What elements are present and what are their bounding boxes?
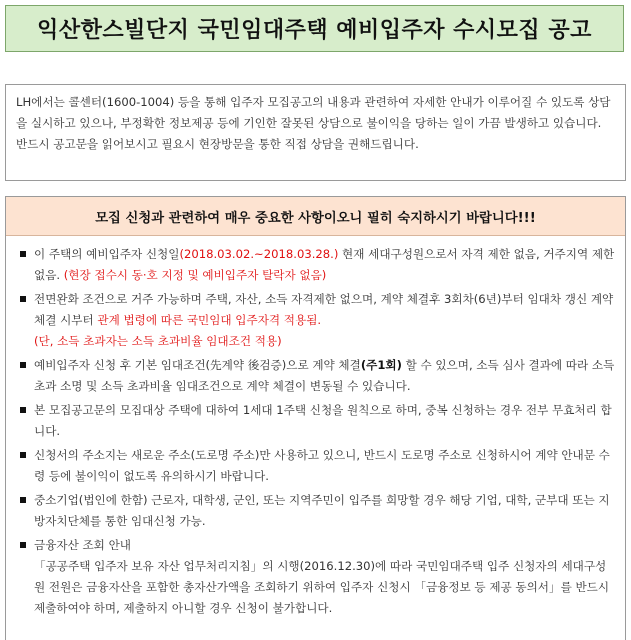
list-item — [18, 445, 617, 487]
list-item — [18, 490, 617, 532]
notice-header: 모집 신청과 관련하여 매우 중요한 사항이오니 필히 숙지하시기 바랍니다!!! — [6, 197, 625, 236]
list-item — [18, 400, 617, 442]
item5-text: 신청서의 주소지는 새로운 주소(도로명 주소)만 사용하고 있으니, 반드시 도로명 주소로 신청하시어 계약 안내문 수령 등에 불이익이 없도록 유의하시기 바랍니다. — [34, 448, 610, 483]
item7-title: 금융자산 조회 안내 — [34, 538, 131, 552]
item1-dates: (2018.03.02.~2018.03.28.) — [179, 247, 339, 261]
item1-text-a: 이 주택의 예비입주자 신청일 — [34, 247, 180, 261]
item3-text-a: 예비입주자 신청 후 기본 임대조건(先계약 後검증)으로 계약 체결 — [34, 358, 361, 372]
notice-box — [5, 196, 626, 640]
square-bullet-icon — [20, 497, 26, 503]
list-item — [18, 244, 617, 286]
notice-list — [6, 236, 625, 619]
list-item — [18, 355, 617, 397]
item7-body: 「공공주택 입주자 보유 자산 업무처리지침」의 시행(2016.12.30)에 따라 국민임대주택 입주 신청자의 세대구성원 전원은 금융자산을 포함한 총자산가액을 조회하기 위하여 입주자 신청시 「금융정보 등 제공 동의서」를 반드시 제출하여야 하며, 제출하지 아니할 경우 신청이 불가합니다. — [34, 559, 610, 615]
square-bullet-icon — [20, 296, 26, 302]
intro-box — [5, 84, 626, 181]
item2-red-note: 관계 법령에 따른 국민임대 입주자격 적용됨. — [97, 313, 322, 327]
item3-text-b: 할 수 있으며, 소득 심사 결과에 따라 소득 초과 소명 및 소득 초과비율 임대조건으로 계약 체결이 변동될 수 있습니다. — [34, 358, 615, 393]
list-item — [18, 289, 617, 352]
item1-red-note: (현장 접수시 동·호 지정 및 예비입주자 탈락자 없음) — [63, 268, 327, 282]
item1-text-b: 현재 세대구성원으로서 자격 제한 없음, 거주지역 제한 없음. — [34, 247, 615, 282]
square-bullet-icon — [20, 362, 26, 368]
item2-sub-note: (단, 소득 초과자는 소득 초과비율 임대조건 적용) — [34, 334, 282, 348]
intro-paragraph-2: 반드시 공고문을 읽어보시고 필요시 현장방문을 통한 직접 상담을 권해드립니다. — [16, 137, 419, 151]
square-bullet-icon — [20, 251, 26, 257]
item3-bold: (주1회) — [360, 358, 402, 372]
list-item — [18, 535, 617, 619]
intro-paragraph-1: LH에서는 콜센터(1600-1004) 등을 통해 입주자 모집공고의 내용과 관련하여 자세한 안내가 이루어질 수 있도록 상담을 실시하고 있으나, 부정확한 정보제공 등에 기인한 잘못된 상담으로 불이익을 당하는 일이 가끔 발생하고 있습니다. — [16, 95, 611, 130]
item6-text: 중소기업(법인에 한함) 근로자, 대학생, 군인, 또는 지역주민이 입주를 희망할 경우 해당 기업, 대학, 군부대 또는 지방자치단체를 통한 임대신청 가능. — [34, 493, 610, 528]
item2-text-a: 전면완화 조건으로 거주 가능하며 주택, 자산, 소득 자격제한 없으며, 계약 체결후 3회차(6년)부터 임대차 갱신 계약체결 시부터 — [34, 292, 614, 327]
square-bullet-icon — [20, 452, 26, 458]
square-bullet-icon — [20, 542, 26, 548]
item4-text: 본 모집공고문의 모집대상 주택에 대하여 1세대 1주택 신청을 원칙으로 하며, 중복 신청하는 경우 전부 무효처리 합니다. — [34, 403, 612, 438]
page-title: 익산한스빌단지 국민임대주택 예비입주자 수시모집 공고 — [5, 5, 624, 52]
square-bullet-icon — [20, 407, 26, 413]
